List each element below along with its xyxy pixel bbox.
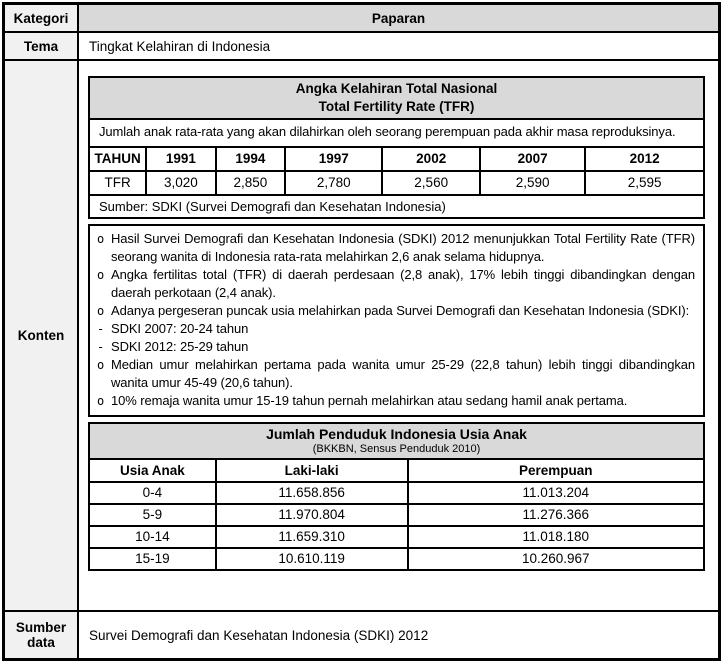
bullet-text: Angka fertilitas total (TFR) di daerah perdesaan (2,8 anak), 17% lebih tinggi dibandingkan dengan daerah perkotaan (2,4 anak). [111, 266, 695, 300]
population-subtitle-text: (BKKBN, Sensus Penduduk 2010) [312, 442, 481, 455]
population-table-title-row [89, 423, 704, 459]
bullet-marker: o [97, 231, 105, 246]
tfr-col-1991: 1991 [146, 147, 215, 171]
kategori-label [5, 5, 79, 33]
sumber-data-value-text: Survei Demografi dan Kesehatan Indonesia (SDKI) 2012 [89, 627, 429, 643]
tfr-title-line2: Total Fertility Rate (TFR) [318, 99, 475, 114]
bullet-item-dash [95, 320, 695, 338]
bullet-text: Hasil Survei Demografi dan Kesehatan Indonesia (SDKI) 2012 menunjukkan Total Fertility Rate (TFR) seorang wanita di Indonesia rata-rata melahirkan 2,6 anak selama hidupnya. [111, 230, 695, 264]
male-count: 10.610.119 [216, 548, 408, 570]
tfr-table-title-row [89, 77, 704, 119]
tfr-value-1997: 2,780 [285, 171, 382, 195]
dash-marker: - [97, 339, 105, 354]
bullet-marker: o [97, 267, 105, 282]
female-count: 11.013.204 [408, 482, 704, 504]
population-table-title [89, 423, 704, 459]
population-title-text: Jumlah Penduduk Indonesia Usia Anak [266, 425, 527, 442]
tfr-col-2012: 2012 [585, 147, 704, 171]
sumber-data-value [79, 612, 718, 658]
male-count: 11.658.856 [216, 482, 408, 504]
tfr-row-label: TFR [89, 171, 146, 195]
age-group: 15-19 [89, 548, 216, 570]
age-group: 0-4 [89, 482, 216, 504]
bullet-item [95, 266, 695, 302]
tema-label-text: Tema [23, 38, 59, 54]
bullet-text: 10% remaja wanita umur 15-19 tahun pernah melahirkan atau sedang hamil anak pertama. [111, 392, 628, 408]
bullet-marker: o [97, 303, 105, 318]
population-table-row [89, 526, 704, 548]
tfr-table-header-row [89, 147, 704, 171]
bullet-text: SDKI 2012: 25-29 tahun [111, 338, 249, 354]
male-count: 11.970.804 [216, 504, 408, 526]
tfr-title-line1: Angka Kelahiran Total Nasional [295, 81, 498, 96]
konten-label-text: Konten [17, 328, 65, 343]
population-col-laki: Laki-laki [216, 459, 408, 482]
tema-value-text: Tingkat Kelahiran di Indonesia [89, 38, 271, 54]
tfr-value-2012: 2,595 [585, 171, 704, 195]
bullet-item [95, 302, 695, 320]
tema-value [79, 33, 718, 61]
notes-box [88, 224, 705, 417]
female-count: 10.260.967 [408, 548, 704, 570]
paparan-header-text: Paparan [371, 10, 426, 26]
tfr-value-2002: 2,560 [382, 171, 480, 195]
bullet-marker: o [97, 357, 105, 372]
population-col-usia: Usia Anak [89, 459, 216, 482]
tfr-table-source: Sumber: SDKI (Survei Demografi dan Kesehatan Indonesia) [89, 195, 704, 218]
tfr-table [88, 76, 705, 219]
dash-marker: - [97, 321, 105, 336]
sumber-data-label [5, 612, 79, 658]
tema-label [5, 33, 79, 61]
bullet-item [95, 356, 695, 392]
tfr-table-values-row [89, 171, 704, 195]
bullet-item [95, 392, 695, 410]
tfr-value-2007: 2,590 [480, 171, 585, 195]
kategori-label-text: Kategori [13, 10, 69, 26]
age-group: 10-14 [89, 526, 216, 548]
konten-label [5, 61, 79, 612]
sumber-data-label-text: Sumber data [15, 620, 67, 650]
male-count: 11.659.310 [216, 526, 408, 548]
bullet-text: Adanya pergeseran puncak usia melahirkan pada Survei Demografi dan Kesehatan Indonesia (SDKI): [111, 302, 690, 318]
bullet-item-dash [95, 338, 695, 356]
tfr-col-2002: 2002 [382, 147, 480, 171]
tfr-table-description: Jumlah anak rata-rata yang akan dilahirkan oleh seorang perempuan pada akhir masa reproduksinya. [89, 119, 704, 147]
population-table-header-row [89, 459, 704, 482]
age-group: 5-9 [89, 504, 216, 526]
tfr-table-source-row [89, 195, 704, 218]
bullet-text: SDKI 2007: 20-24 tahun [111, 320, 249, 336]
tfr-col-1994: 1994 [216, 147, 285, 171]
female-count: 11.018.180 [408, 526, 704, 548]
female-count: 11.276.366 [408, 504, 704, 526]
tfr-col-2007: 2007 [480, 147, 585, 171]
population-table [88, 422, 705, 571]
population-col-perempuan: Perempuan [408, 459, 704, 482]
bullet-marker: o [97, 393, 105, 408]
tfr-table-title [89, 77, 704, 119]
konten-body [79, 61, 718, 612]
tfr-col-tahun: TAHUN [89, 147, 146, 171]
bullet-item [95, 230, 695, 266]
tfr-col-1997: 1997 [285, 147, 382, 171]
tfr-value-1994: 2,850 [216, 171, 285, 195]
population-table-row [89, 548, 704, 570]
population-table-row [89, 504, 704, 526]
tfr-value-1991: 3,020 [146, 171, 215, 195]
bullet-text: Median umur melahirkan pertama pada wanita umur 25-29 (22,8 tahun) lebih tinggi dibandingkan wanita umur 45-49 (20,6 tahun). [111, 356, 695, 390]
document-sheet [2, 2, 721, 661]
paparan-header [79, 5, 718, 33]
tfr-table-description-row [89, 119, 704, 147]
population-table-row [89, 482, 704, 504]
